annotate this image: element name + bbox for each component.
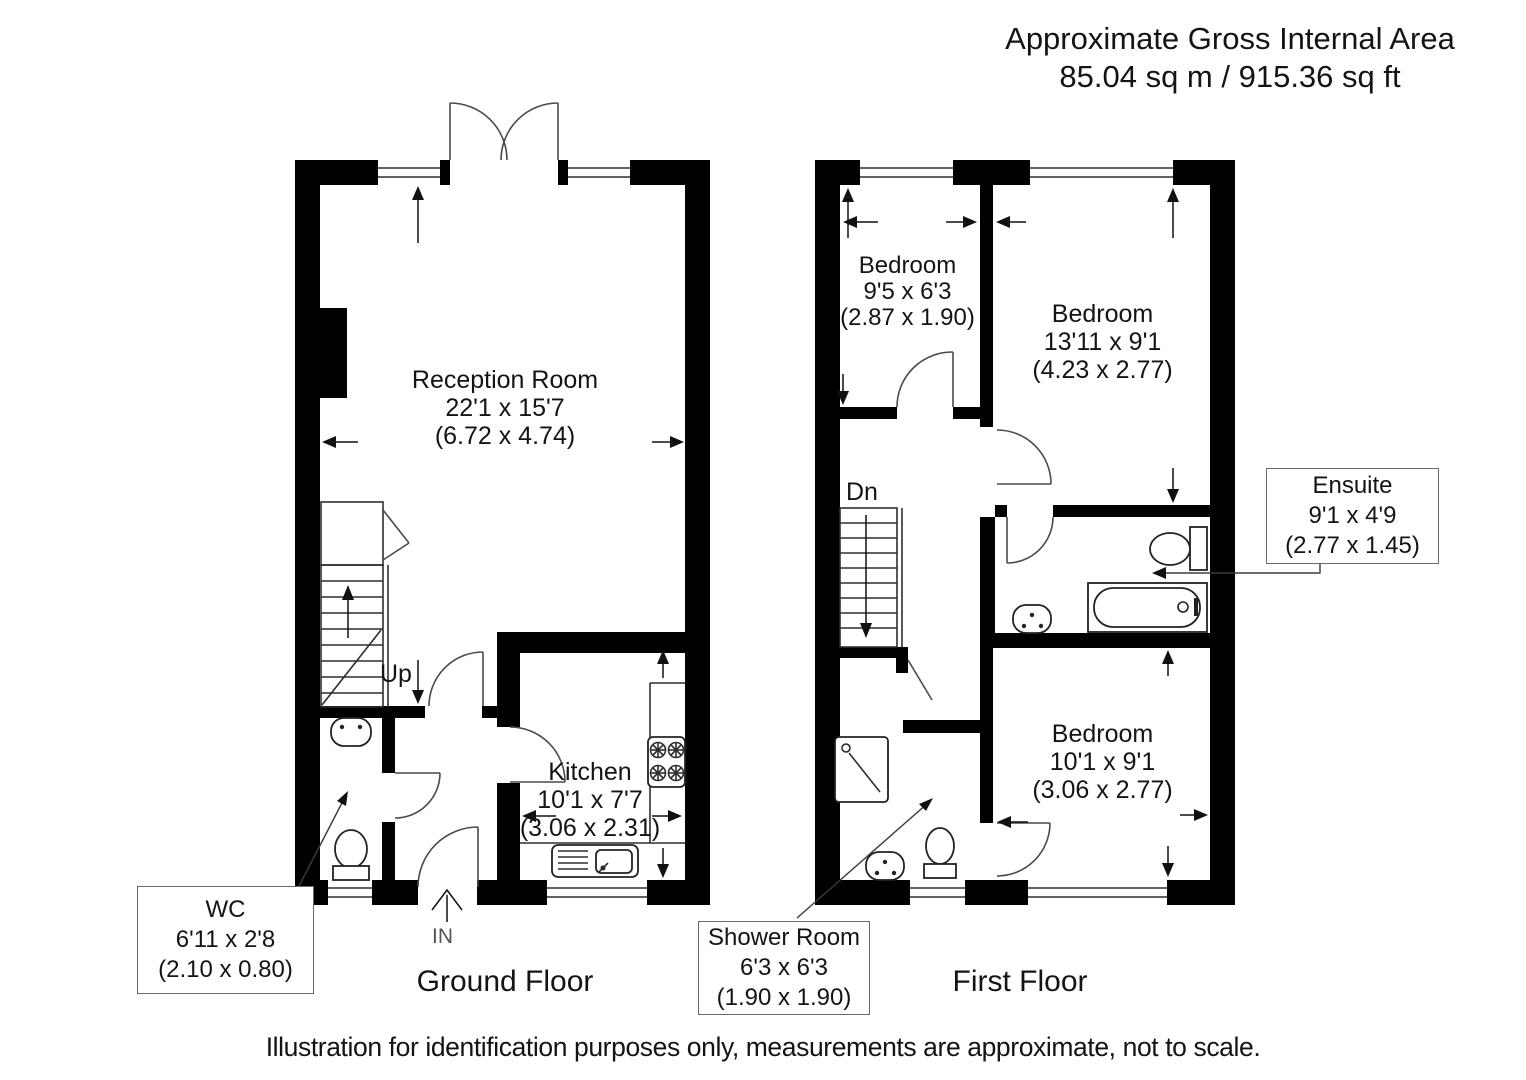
room-name: Kitchen: [548, 758, 632, 786]
room-dims-ft: 6'3 x 6'3: [740, 954, 828, 981]
shower-room-fixtures: [835, 737, 956, 880]
cupboard: [321, 502, 383, 565]
first-floor-title: First Floor: [952, 965, 1088, 998]
shower-toilet-icon: [924, 828, 956, 878]
room-name: Bedroom: [858, 252, 957, 279]
reception-room-label: [385, 366, 625, 450]
room-dims-ft: 10'1 x 9'1: [1049, 748, 1156, 776]
disclaimer-text: Illustration for identification purposes only, measurements are approximate, not to scale.: [265, 1032, 1261, 1062]
ensuite-sink-icon: [1013, 605, 1051, 633]
shower-tray-icon: [835, 737, 888, 802]
room-dims-m: (2.87 x 1.90): [840, 304, 975, 331]
bedroom1-label: [815, 253, 1000, 331]
kitchen-label: [495, 758, 685, 842]
room-name: Ensuite: [1312, 472, 1393, 499]
room-name: Shower Room: [707, 924, 861, 951]
bathtub-icon: [1088, 583, 1207, 632]
room-dims-m: (6.72 x 4.74): [434, 422, 576, 450]
ensuite-toilet-icon: [1150, 527, 1207, 570]
ground-floor-title: Ground Floor: [416, 965, 594, 998]
room-dims-ft: 22'1 x 15'7: [445, 394, 565, 422]
french-doors: [450, 103, 558, 160]
wc-label-box: [137, 886, 314, 994]
room-dims-ft: 6'11 x 2'8: [175, 926, 276, 953]
first-floor-stairs: [840, 508, 902, 647]
stairs-down-label: Dn: [846, 478, 878, 506]
ensuite-label-box: [1266, 468, 1439, 564]
room-dims-m: (2.77 x 1.45): [1285, 532, 1420, 559]
room-dims-m: (2.10 x 0.80): [158, 956, 293, 983]
room-name: Reception Room: [411, 366, 599, 394]
entrance-in-label: IN: [432, 925, 453, 948]
kitchen-sink-icon: [552, 845, 638, 877]
stairs-up-label: Up: [380, 660, 412, 688]
wc-fixtures: [331, 718, 371, 880]
room-dims-m: (3.06 x 2.31): [519, 814, 661, 842]
room-name: Bedroom: [1051, 720, 1154, 748]
entrance-arrow-icon: [432, 890, 462, 922]
shower-sink-icon: [866, 852, 904, 880]
wc-sink-icon: [331, 718, 371, 746]
room-dims-ft: 9'5 x 6'3: [863, 278, 952, 305]
room-name: WC: [205, 896, 246, 923]
chimney-breast: [320, 308, 347, 398]
ensuite-fixtures: [1013, 527, 1207, 633]
room-dims-m: (3.06 x 2.77): [1032, 776, 1173, 804]
room-dims-ft: 13'11 x 9'1: [1043, 328, 1162, 356]
shower-room-label-box: [698, 921, 870, 1015]
title-line2: 85.04 sq m / 915.36 sq ft: [1059, 59, 1401, 94]
wc-toilet-icon: [335, 830, 367, 868]
room-dims-m: (1.90 x 1.90): [716, 984, 852, 1011]
room-dims-ft: 10'1 x 7'7: [537, 786, 643, 814]
title-line1: Approximate Gross Internal Area: [1005, 21, 1455, 56]
bedroom2-label: [1005, 300, 1200, 384]
page-title: [930, 20, 1526, 96]
bedroom3-label: [1005, 720, 1200, 804]
room-name: Bedroom: [1051, 300, 1154, 328]
room-dims-ft: 9'1 x 4'9: [1308, 502, 1397, 529]
room-dims-m: (4.23 x 2.77): [1032, 356, 1173, 384]
